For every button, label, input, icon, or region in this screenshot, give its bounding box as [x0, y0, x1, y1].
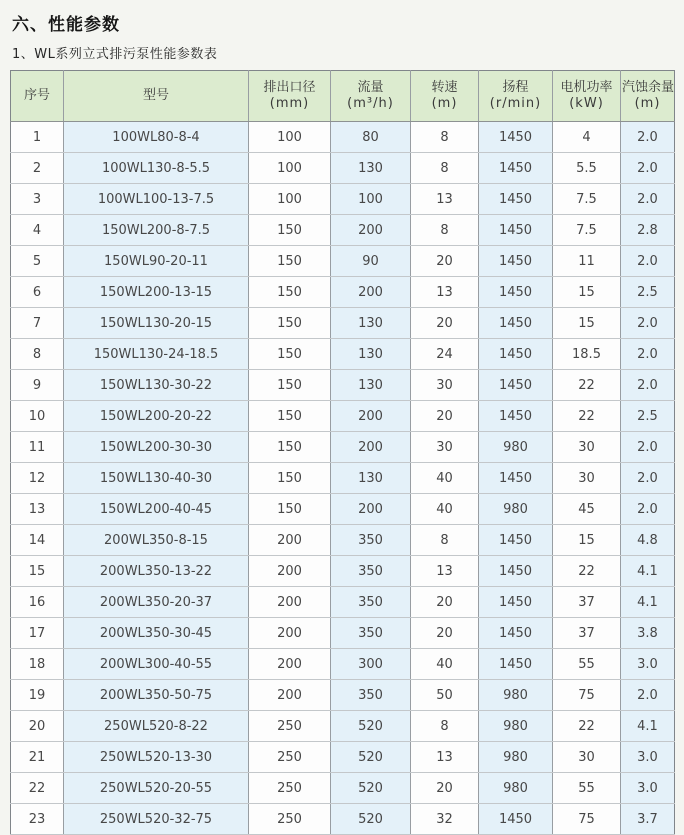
table-cell: 1450: [479, 463, 553, 494]
table-cell: 100WL130-8-5.5: [64, 153, 249, 184]
table-cell: 13: [411, 277, 479, 308]
table-cell: 22: [11, 773, 64, 804]
table-cell: 13: [411, 184, 479, 215]
table-cell: 45: [553, 494, 621, 525]
table-cell: 1450: [479, 370, 553, 401]
table-cell: 250WL520-13-30: [64, 742, 249, 773]
table-cell: 4: [11, 215, 64, 246]
table-cell: 23: [11, 804, 64, 835]
table-cell: 3.8: [621, 618, 675, 649]
table-cell: 1450: [479, 246, 553, 277]
column-header: [249, 71, 331, 122]
table-cell: 200: [249, 587, 331, 618]
table-cell: 200WL350-20-37: [64, 587, 249, 618]
table-cell: 1450: [479, 184, 553, 215]
table-row: [11, 153, 675, 184]
column-header-unit: (m): [634, 96, 661, 111]
table-row: [11, 246, 675, 277]
table-cell: 12: [11, 463, 64, 494]
table-cell: 8: [411, 122, 479, 153]
table-row: [11, 742, 675, 773]
table-cell: 4.8: [621, 525, 675, 556]
table-cell: 520: [331, 804, 411, 835]
table-cell: 24: [411, 339, 479, 370]
table-cell: 200: [331, 277, 411, 308]
table-cell: 15: [553, 525, 621, 556]
column-header-label: 转速: [431, 80, 458, 95]
table-row: [11, 680, 675, 711]
table-cell: 250: [249, 804, 331, 835]
table-cell: 150: [249, 277, 331, 308]
column-header: [553, 71, 621, 122]
table-cell: 30: [411, 370, 479, 401]
table-body: [11, 122, 675, 835]
table-cell: 37: [553, 618, 621, 649]
table-cell: 1450: [479, 122, 553, 153]
column-header-label: 电机功率: [560, 80, 613, 95]
table-row: [11, 370, 675, 401]
table-cell: 250: [249, 742, 331, 773]
table-cell: 1450: [479, 308, 553, 339]
table-cell: 350: [331, 525, 411, 556]
table-cell: 980: [479, 680, 553, 711]
table-cell: 8: [411, 153, 479, 184]
table-cell: 22: [553, 370, 621, 401]
table-cell: 130: [331, 153, 411, 184]
column-header: [11, 71, 64, 122]
table-cell: 2.5: [621, 277, 675, 308]
table-cell: 150WL130-24-18.5: [64, 339, 249, 370]
table-cell: 200: [249, 556, 331, 587]
table-cell: 520: [331, 773, 411, 804]
column-header-label: 流量: [357, 80, 384, 95]
table-cell: 520: [331, 742, 411, 773]
table-cell: 7.5: [553, 215, 621, 246]
table-cell: 1450: [479, 618, 553, 649]
table-cell: 11: [553, 246, 621, 277]
table-cell: 100: [249, 153, 331, 184]
table-cell: 520: [331, 711, 411, 742]
table-cell: 1450: [479, 525, 553, 556]
table-cell: 7: [11, 308, 64, 339]
table-row: [11, 618, 675, 649]
table-cell: 980: [479, 773, 553, 804]
table-cell: 2.0: [621, 246, 675, 277]
table-cell: 30: [553, 463, 621, 494]
column-header-label: 排出口径: [263, 80, 316, 95]
table-cell: 4: [553, 122, 621, 153]
table-cell: 130: [331, 308, 411, 339]
column-header: [331, 71, 411, 122]
table-cell: 75: [553, 680, 621, 711]
table-cell: 50: [411, 680, 479, 711]
table-cell: 250WL520-8-22: [64, 711, 249, 742]
table-cell: 5.5: [553, 153, 621, 184]
table-cell: 150: [249, 370, 331, 401]
table-cell: 55: [553, 649, 621, 680]
table-cell: 1450: [479, 804, 553, 835]
table-cell: 22: [553, 711, 621, 742]
table-cell: 1450: [479, 277, 553, 308]
table-cell: 30: [553, 432, 621, 463]
table-cell: 1450: [479, 556, 553, 587]
table-cell: 2.0: [621, 494, 675, 525]
table-row: [11, 308, 675, 339]
table-row: [11, 122, 675, 153]
table-cell: 1450: [479, 649, 553, 680]
table-cell: 200WL350-50-75: [64, 680, 249, 711]
table-cell: 10: [11, 401, 64, 432]
table-cell: 30: [553, 742, 621, 773]
table-cell: 18.5: [553, 339, 621, 370]
table-cell: 150: [249, 339, 331, 370]
table-cell: 4.1: [621, 556, 675, 587]
table-cell: 100: [331, 184, 411, 215]
table-header-row: [11, 71, 675, 122]
table-cell: 350: [331, 556, 411, 587]
table-row: [11, 556, 675, 587]
table-cell: 150: [249, 308, 331, 339]
table-cell: 200: [249, 618, 331, 649]
table-cell: 350: [331, 587, 411, 618]
table-cell: 300: [331, 649, 411, 680]
table-cell: 3: [11, 184, 64, 215]
table-cell: 55: [553, 773, 621, 804]
table-cell: 150: [249, 494, 331, 525]
table-cell: 6: [11, 277, 64, 308]
page-title: 六、性能参数: [12, 15, 120, 35]
table-cell: 22: [553, 401, 621, 432]
table-cell: 1: [11, 122, 64, 153]
table-cell: 13: [411, 742, 479, 773]
table-cell: 200: [331, 494, 411, 525]
table-cell: 40: [411, 649, 479, 680]
column-header-label: 汽蚀余量: [622, 80, 675, 95]
table-cell: 2.0: [621, 339, 675, 370]
table-cell: 250WL520-32-75: [64, 804, 249, 835]
table-cell: 2.0: [621, 122, 675, 153]
table-cell: 150WL90-20-11: [64, 246, 249, 277]
table-cell: 40: [411, 463, 479, 494]
table-cell: 250: [249, 773, 331, 804]
table-cell: 20: [411, 773, 479, 804]
table-row: [11, 649, 675, 680]
table-cell: 15: [11, 556, 64, 587]
table-cell: 11: [11, 432, 64, 463]
table-cell: 130: [331, 339, 411, 370]
column-header-unit: (mm): [269, 96, 310, 111]
table-cell: 30: [411, 432, 479, 463]
table-cell: 200: [249, 680, 331, 711]
table-cell: 1450: [479, 153, 553, 184]
table-cell: 8: [411, 711, 479, 742]
table-cell: 2.0: [621, 370, 675, 401]
table-cell: 200: [249, 525, 331, 556]
column-header-unit: (kW): [569, 96, 604, 111]
table-cell: 350: [331, 618, 411, 649]
table-cell: 980: [479, 494, 553, 525]
table-cell: 22: [553, 556, 621, 587]
table-cell: 1450: [479, 401, 553, 432]
table-cell: 8: [11, 339, 64, 370]
table-cell: 150WL200-40-45: [64, 494, 249, 525]
table-cell: 90: [331, 246, 411, 277]
column-header-label: 型号: [142, 88, 169, 103]
table-cell: 980: [479, 742, 553, 773]
table-cell: 200: [331, 432, 411, 463]
table-row: [11, 711, 675, 742]
table-cell: 20: [411, 587, 479, 618]
table-row: [11, 277, 675, 308]
table-cell: 3.0: [621, 742, 675, 773]
column-header: [64, 71, 249, 122]
column-header-unit: (m): [431, 96, 458, 111]
table-cell: 130: [331, 370, 411, 401]
table-cell: 1450: [479, 587, 553, 618]
table-cell: 200: [331, 401, 411, 432]
table-cell: 980: [479, 432, 553, 463]
table-cell: 2.0: [621, 153, 675, 184]
table-cell: 4.1: [621, 587, 675, 618]
table-cell: 130: [331, 463, 411, 494]
table-cell: 2.5: [621, 401, 675, 432]
table-cell: 200: [331, 215, 411, 246]
table-cell: 3.7: [621, 804, 675, 835]
table-cell: 150: [249, 246, 331, 277]
column-header-label: 序号: [23, 88, 50, 103]
table-cell: 200: [249, 649, 331, 680]
table-cell: 2.0: [621, 680, 675, 711]
table-cell: 100: [249, 184, 331, 215]
table-cell: 13: [11, 494, 64, 525]
table-row: [11, 463, 675, 494]
table-cell: 150WL130-20-15: [64, 308, 249, 339]
table-cell: 150: [249, 432, 331, 463]
table-cell: 17: [11, 618, 64, 649]
table-cell: 20: [411, 246, 479, 277]
table-row: [11, 432, 675, 463]
table-cell: 37: [553, 587, 621, 618]
table-cell: 250: [249, 711, 331, 742]
table-cell: 20: [411, 618, 479, 649]
table-cell: 8: [411, 525, 479, 556]
table-cell: 150WL200-13-15: [64, 277, 249, 308]
table-cell: 150: [249, 401, 331, 432]
table-cell: 1450: [479, 339, 553, 370]
column-header-unit: (r/min): [489, 96, 542, 111]
table-cell: 150WL130-40-30: [64, 463, 249, 494]
table-cell: 2.0: [621, 432, 675, 463]
table-row: [11, 184, 675, 215]
table-cell: 200WL350-13-22: [64, 556, 249, 587]
table-cell: 20: [411, 308, 479, 339]
table-cell: 200WL350-8-15: [64, 525, 249, 556]
table-row: [11, 215, 675, 246]
table-cell: 5: [11, 246, 64, 277]
table-cell: 150WL200-8-7.5: [64, 215, 249, 246]
table-row: [11, 804, 675, 835]
table-row: [11, 401, 675, 432]
column-header: [479, 71, 553, 122]
table-cell: 3.0: [621, 773, 675, 804]
table-cell: 100WL80-8-4: [64, 122, 249, 153]
table-cell: 3.0: [621, 649, 675, 680]
column-header: [411, 71, 479, 122]
table-head: [11, 71, 675, 122]
table-cell: 2: [11, 153, 64, 184]
table-cell: 75: [553, 804, 621, 835]
column-header-label: 扬程: [502, 80, 529, 95]
table-cell: 980: [479, 711, 553, 742]
table-cell: 200WL300-40-55: [64, 649, 249, 680]
table-cell: 200WL350-30-45: [64, 618, 249, 649]
table-cell: 20: [411, 401, 479, 432]
table-cell: 2.0: [621, 308, 675, 339]
table-cell: 100WL100-13-7.5: [64, 184, 249, 215]
table-cell: 150: [249, 215, 331, 246]
column-header: [621, 71, 675, 122]
column-header-unit: (m³/h): [347, 96, 394, 111]
table-cell: 40: [411, 494, 479, 525]
table-cell: 32: [411, 804, 479, 835]
table-cell: 2.0: [621, 184, 675, 215]
table-row: [11, 339, 675, 370]
table-cell: 8: [411, 215, 479, 246]
table-cell: 20: [11, 711, 64, 742]
table-row: [11, 773, 675, 804]
table-cell: 7.5: [553, 184, 621, 215]
table-cell: 1450: [479, 215, 553, 246]
table-cell: 9: [11, 370, 64, 401]
table-cell: 15: [553, 308, 621, 339]
table-cell: 150WL130-30-22: [64, 370, 249, 401]
table-cell: 250WL520-20-55: [64, 773, 249, 804]
table-row: [11, 525, 675, 556]
table-cell: 16: [11, 587, 64, 618]
table-cell: 13: [411, 556, 479, 587]
table-cell: 15: [553, 277, 621, 308]
table-row: [11, 587, 675, 618]
table-cell: 150WL200-20-22: [64, 401, 249, 432]
performance-table: [10, 70, 675, 835]
table-row: [11, 494, 675, 525]
table-cell: 100: [249, 122, 331, 153]
table-cell: 2.0: [621, 463, 675, 494]
table-caption: 1、WL系列立式排污泵性能参数表: [12, 47, 218, 62]
table-cell: 80: [331, 122, 411, 153]
table-cell: 350: [331, 680, 411, 711]
table-cell: 150WL200-30-30: [64, 432, 249, 463]
table-cell: 14: [11, 525, 64, 556]
table-cell: 2.8: [621, 215, 675, 246]
table-cell: 4.1: [621, 711, 675, 742]
table-cell: 19: [11, 680, 64, 711]
table-cell: 21: [11, 742, 64, 773]
table-cell: 18: [11, 649, 64, 680]
table-cell: 150: [249, 463, 331, 494]
